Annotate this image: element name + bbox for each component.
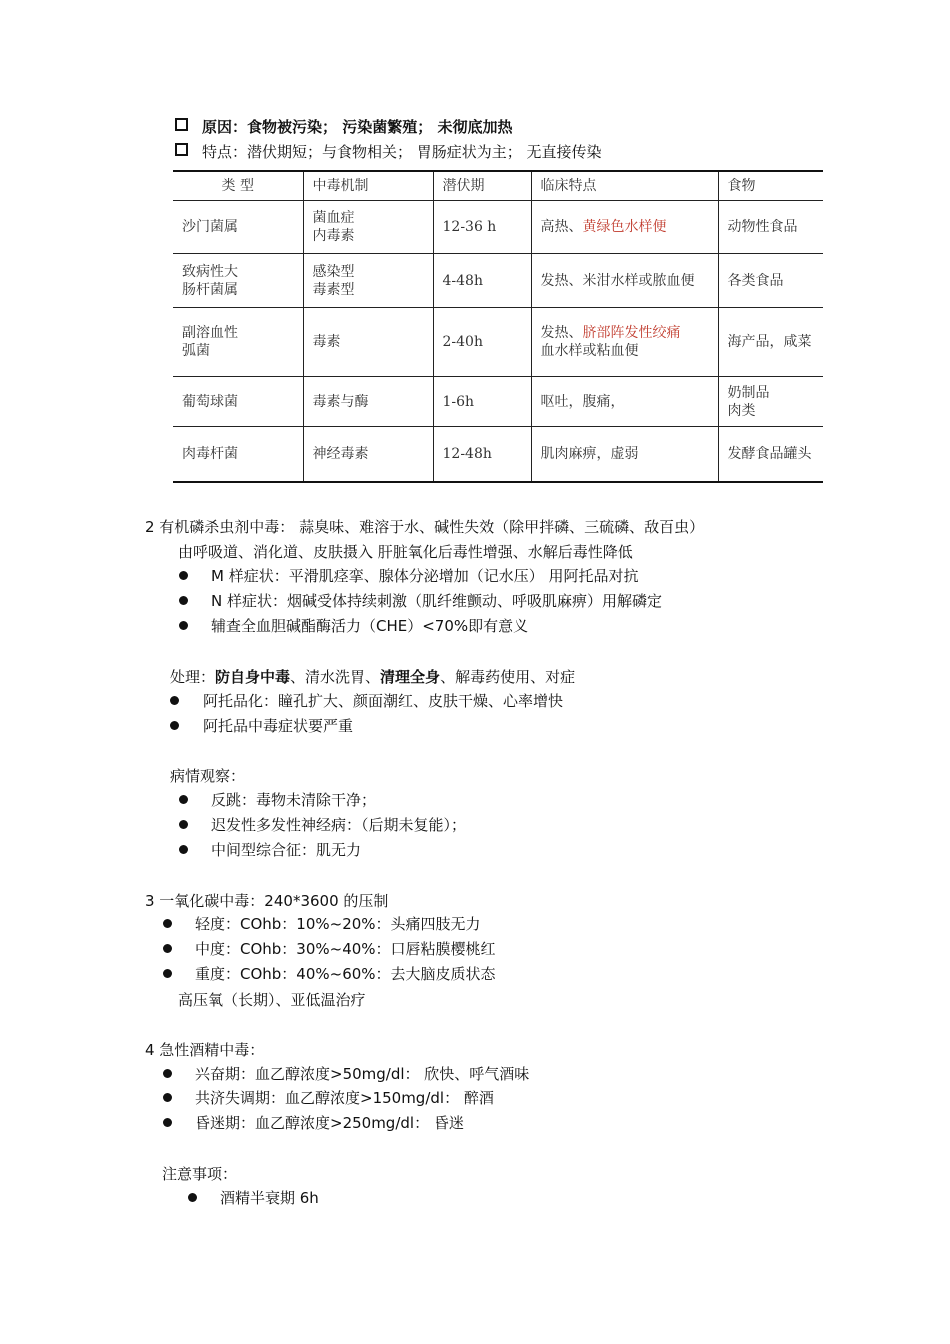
alc-item: 兴奋期：血乙醇浓度>50mg/dl： 欣快、呼气酒味 bbox=[195, 1065, 530, 1083]
cell-clinical: 发热、脐部阵发性绞痛 血水样或粘血便 bbox=[531, 308, 718, 377]
bullet-icon bbox=[163, 1093, 172, 1102]
header-type: 类 型 bbox=[173, 171, 303, 201]
op-title: 2 有机磷杀虫剂中毒： 蒜臭味、难溶于水、碱性失效（除甲拌磷、三硫磷、敌百虫） bbox=[145, 518, 705, 536]
header-mechanism: 中毒机制 bbox=[303, 171, 433, 201]
co-item: 轻度：COhb：10%~20%：头痛四肢无力 bbox=[195, 915, 481, 933]
co-therapy: 高压氧（长期）、亚低温治疗 bbox=[178, 991, 366, 1009]
atropine-item: 阿托品化：瞳孔扩大、颜面潮红、皮肤干燥、心率增快 bbox=[203, 692, 564, 710]
cell-food: 动物性食品 bbox=[718, 201, 823, 254]
header-latency: 潜伏期 bbox=[433, 171, 531, 201]
table-row bbox=[173, 377, 823, 427]
checkbox-square-icon bbox=[175, 143, 188, 156]
obs-item: 迟发性多发性神经病：（后期未复能）； bbox=[211, 816, 467, 834]
cell-clinical: 高热、黄绿色水样便 bbox=[531, 201, 718, 254]
cell-type: 肉毒杆菌 bbox=[173, 427, 303, 482]
table-row bbox=[173, 254, 823, 308]
bullet-icon bbox=[179, 845, 188, 854]
alc-item: 昏迷期：血乙醇浓度>250mg/dl： 昏迷 bbox=[195, 1114, 464, 1132]
table-row bbox=[173, 427, 823, 482]
cell-clinical: 呕吐，腹痛， bbox=[531, 377, 718, 427]
cell-latency: 2-40h bbox=[433, 308, 531, 377]
op-bullet-che: 辅查全血胆碱酯酶活力（CHE）<70%即有意义 bbox=[211, 617, 529, 635]
checkbox-square-icon bbox=[175, 118, 188, 131]
food-poisoning-table bbox=[173, 170, 823, 483]
cell-mechanism: 感染型 毒素型 bbox=[303, 254, 433, 308]
cell-type: 沙门菌属 bbox=[173, 201, 303, 254]
table-row bbox=[173, 308, 823, 377]
bullet-icon bbox=[188, 1193, 197, 1202]
bullet-icon bbox=[179, 795, 188, 804]
op-treatment: 处理：防自身中毒、清水洗胃、清理全身、解毒药使用、对症 bbox=[170, 668, 576, 686]
table-row bbox=[173, 201, 823, 254]
bullet-icon bbox=[170, 721, 179, 730]
alc-title: 4 急性酒精中毒： bbox=[145, 1041, 265, 1059]
cell-mechanism: 毒素与酶 bbox=[303, 377, 433, 427]
notes-label: 注意事项： bbox=[162, 1165, 238, 1183]
cause-line bbox=[175, 117, 512, 137]
cause-label: 原因： bbox=[202, 118, 248, 136]
cell-type: 葡萄球菌 bbox=[173, 377, 303, 427]
table-header-row bbox=[173, 171, 823, 201]
feature-text: 特点：潜伏期短；与食物相关； 胃肠症状为主； 无直接传染 bbox=[202, 143, 602, 161]
cell-food: 发酵食品罐头 bbox=[718, 427, 823, 482]
cell-food: 海产品，咸菜 bbox=[718, 308, 823, 377]
obs-label: 病情观察： bbox=[170, 767, 246, 785]
header-food: 食物 bbox=[718, 171, 823, 201]
notes-item: 酒精半衰期 6h bbox=[220, 1189, 319, 1207]
op-route: 由呼吸道、消化道、皮肤摄入 肝脏氧化后毒性增强、水解后毒性降低 bbox=[178, 543, 633, 561]
cell-latency: 12-36 h bbox=[433, 201, 531, 254]
bullet-icon bbox=[163, 1069, 172, 1078]
cell-mechanism: 菌血症 内毒素 bbox=[303, 201, 433, 254]
cell-mechanism: 毒素 bbox=[303, 308, 433, 377]
bullet-icon bbox=[163, 1118, 172, 1127]
op-bullet-m: M 样症状：平滑肌痉挛、腺体分泌增加（记水压） 用阿托品对抗 bbox=[211, 567, 639, 585]
co-title: 3 一氧化碳中毒：240*3600 的压制 bbox=[145, 892, 389, 910]
obs-item: 中间型综合征：肌无力 bbox=[211, 841, 362, 859]
bullet-icon bbox=[179, 820, 188, 829]
obs-item: 反跳：毒物未清除干净； bbox=[211, 791, 377, 809]
cell-latency: 12-48h bbox=[433, 427, 531, 482]
cause-text: 食物被污染； 污染菌繁殖； 未彻底加热 bbox=[247, 118, 513, 136]
alc-item: 共济失调期：血乙醇浓度>150mg/dl： 醉酒 bbox=[195, 1089, 494, 1107]
cell-latency: 4-48h bbox=[433, 254, 531, 308]
cell-food: 奶制品 肉类 bbox=[718, 377, 823, 427]
cell-type: 致病性大 肠杆菌属 bbox=[173, 254, 303, 308]
bullet-icon bbox=[179, 571, 188, 580]
co-item: 重度：COhb：40%~60%：去大脑皮质状态 bbox=[195, 965, 496, 983]
cell-type: 副溶血性 弧菌 bbox=[173, 308, 303, 377]
bullet-icon bbox=[163, 944, 172, 953]
atropine-item: 阿托品中毒症状要严重 bbox=[203, 717, 354, 735]
feature-line bbox=[175, 142, 602, 162]
bullet-icon bbox=[163, 919, 172, 928]
cell-latency: 1-6h bbox=[433, 377, 531, 427]
bullet-icon bbox=[163, 969, 172, 978]
bullet-icon bbox=[179, 621, 188, 630]
bullet-icon bbox=[170, 696, 179, 705]
co-item: 中度：COhb：30%~40%：口唇粘膜樱桃红 bbox=[195, 940, 496, 958]
cell-clinical: 发热、米泔水样或脓血便 bbox=[531, 254, 718, 308]
cell-clinical: 肌肉麻痹，虚弱 bbox=[531, 427, 718, 482]
op-bullet-n: N 样症状：烟碱受体持续刺激（肌纤维颤动、呼吸肌麻痹）用解磷定 bbox=[211, 592, 662, 610]
cell-food: 各类食品 bbox=[718, 254, 823, 308]
bullet-icon bbox=[179, 596, 188, 605]
header-clinical: 临床特点 bbox=[531, 171, 718, 201]
cell-mechanism: 神经毒素 bbox=[303, 427, 433, 482]
